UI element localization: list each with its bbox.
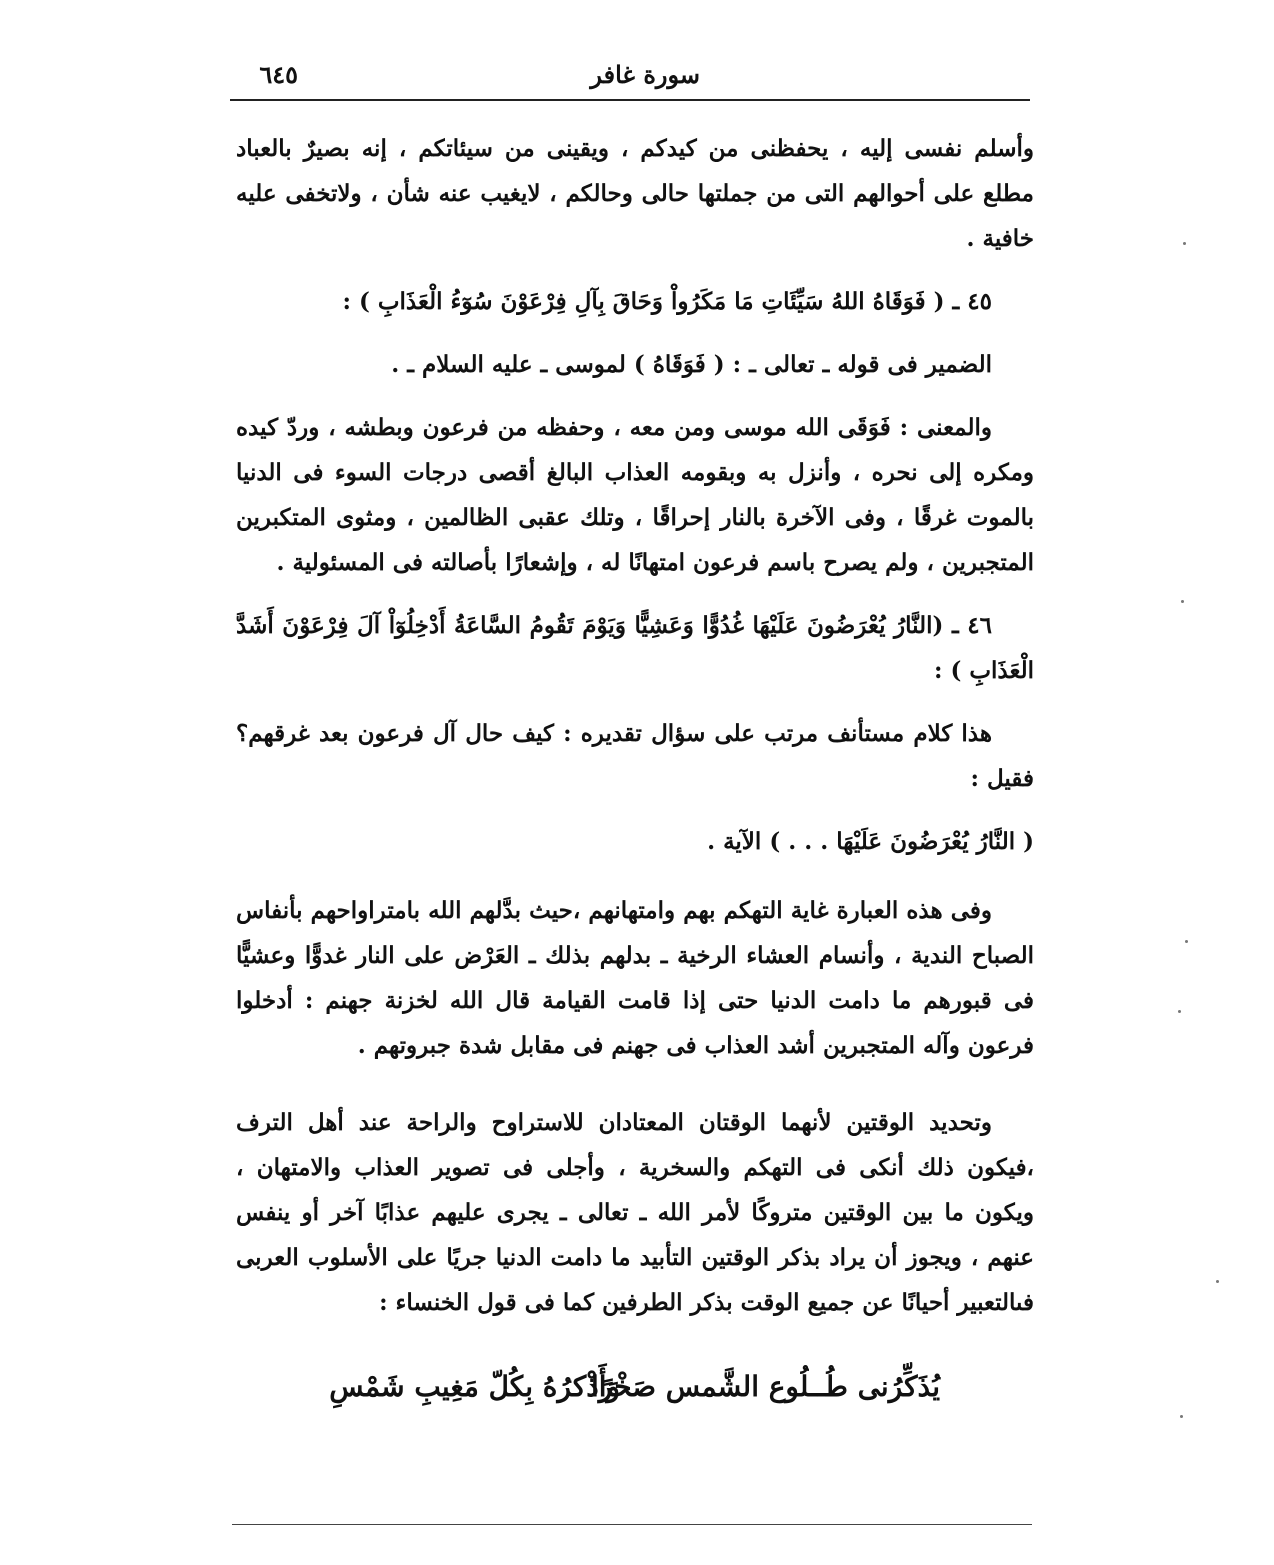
verse-heading-45: ٤٥ ـ ( فَوَقَاهُ اللهُ سَيِّئَاتِ مَا مَكَرُواْ وَحَاقَ بِآلِ فِرْعَوْنَ سُوٓءُ الْعَذَابِ ) : xyxy=(342,288,992,315)
header-rule xyxy=(230,99,1030,101)
scan-speck xyxy=(1180,1415,1183,1418)
poetry-verse xyxy=(300,1360,980,1420)
chapter-title: سورة غافر xyxy=(590,60,700,89)
verse-heading-46: ٤٦ ـ (النَّارُ يُعْرَضُونَ عَلَيْهَا غُدُوًّا وَعَشِيًّا وَيَوْمَ تَقُومُ السَّاعَةُ أَدْخِلُوٓاْ آلَ فِرْعَوْنَ أَشَدَّ الْعَذَابِ ) : xyxy=(236,612,1034,684)
verse-first-hemistich: يُذَكِّرُنى طُــلُوع الشَّمس صَخْرًا xyxy=(590,1370,940,1403)
verse-second-hemistich: وَأَذْكرُهُ بِكُلّ مَغِيبِ شَمْسِ xyxy=(329,1370,620,1403)
paragraph-4: هذا كلام مستأنف مرتب على سؤال تقديره : كيف حال آل فرعون بعد غرقهم؟ فقيل : xyxy=(236,720,1034,792)
paragraph-1: وأسلم نفسى إليه ، يحفظنى من كيدكم ، ويقينى من سيئاتكم ، إنه بصيرٌ بالعباد مطلع على أحوالهم التى من جملتها حالى وحالكم ، لايغيب عنه شأن ، ولاتخفى عليه خافية . xyxy=(236,135,1034,252)
scan-speck xyxy=(1183,242,1186,245)
paragraph-6: وفى هذه العبارة غاية التهكم بهم وامتهانهم ،حيث بدَّلهم الله بامتراواحهم بأنفاس الصباح الندية ، وأنسام العشاء الرخية ـ بدلهم بذلك ـ العَرْض على النار غدوًّا وعشيًّا فى قبورهم ما دامت الدنيا حتى إذا قامت القيامة قال الله لخزنة جهنم : أدخلوا فرعون وآله المتجبرين أشد العذاب فى جهنم فى مقابل شدة جبروتهم . xyxy=(236,897,1034,1059)
page-number: ٦٤٥ xyxy=(259,60,298,89)
paragraph-7: وتحديد الوقتين لأنهما الوقتان المعتادان للاستراوح والراحة عند أهل الترف ،فيكون ذلك أنكى فى التهكم والسخرية ، وأجلى فى تصوير العذاب والامتهان ، ويكون ما بين الوقتين متروكًا لأمر الله ـ تعالى ـ يجرى عليهم عذابًا آخر أو ينفس عنهم ، ويجوز أن يراد بذكر الوقتين التأبيد ما دامت الدنيا جريًا على الأسلوب العربى فىالتعبير أحيانًا عن جميع الوقت بذكر الطرفين كما فى قول الخنساء : xyxy=(236,1109,1034,1316)
footer-rule xyxy=(232,1524,1032,1525)
paragraph-5: ( النَّارُ يُعْرَضُونَ عَلَيْهَا . . . ) الآية . xyxy=(707,828,1034,855)
scan-speck xyxy=(1216,1280,1219,1283)
scan-speck xyxy=(1181,600,1184,603)
scan-speck xyxy=(1185,940,1188,943)
running-header xyxy=(232,52,1030,100)
scan-speck xyxy=(1178,1010,1181,1013)
paragraph-3: والمعنى : فَوَقَى الله موسى ومن معه ، وحفظه من فرعون وبطشه ، وردّ كيده ومكره إلى نحره ، وأنزل به وبقومه العذاب البالغ أقصى درجات السوء فى الدنيا بالموت غرقًا ، وفى الآخرة بالنار إحراقًا ، وتلك عقبى الظالمين ، ومثوى المتكبرين المتجبرين ، ولم يصرح باسم فرعون امتهانًا له ، وإشعارًا بأصالته فى المسئولية . xyxy=(236,414,1034,576)
paragraph-2: الضمير فى قوله ـ تعالى ـ : ( فَوَقَاهُ ) لموسى ـ عليه السلام ـ . xyxy=(391,351,992,378)
body-text xyxy=(236,126,1034,1325)
